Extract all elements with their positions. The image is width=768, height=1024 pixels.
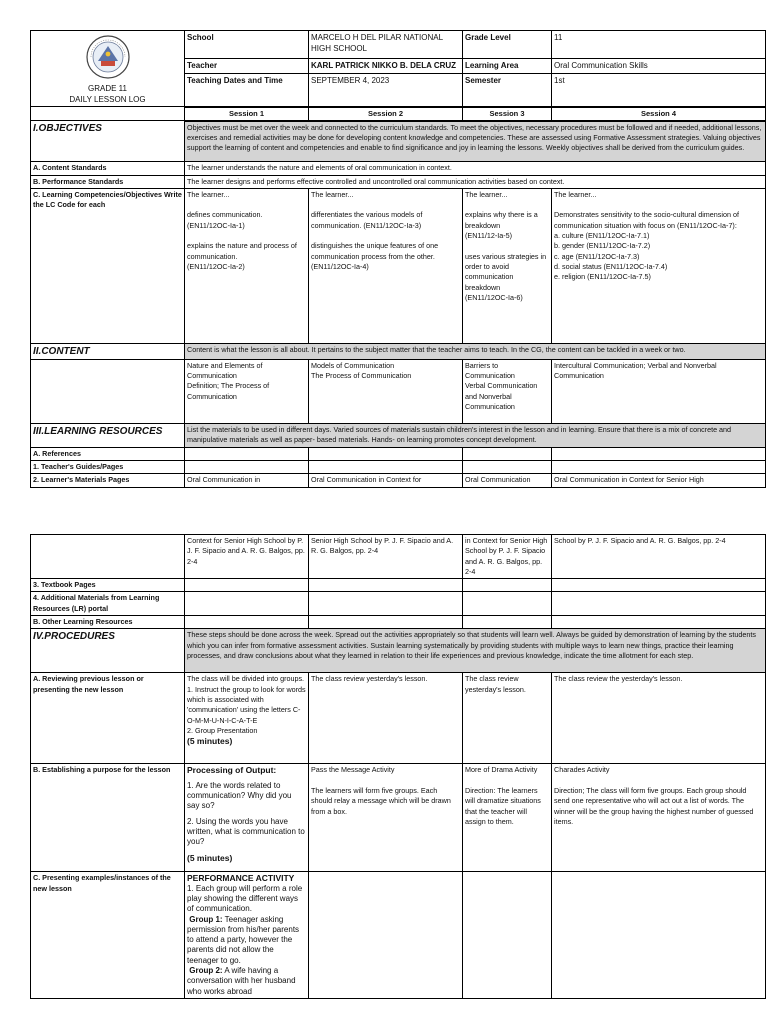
learners-materials-s4-part1: Oral Communication in Context for Senior High bbox=[552, 474, 766, 487]
learners-materials-s4-part2: School by P. J. F. Sipacio and A. R. G. Balgos, pp. 2-4 bbox=[552, 535, 766, 579]
procedure-a-session-4: The class review the yesterday's lesson. bbox=[552, 673, 766, 764]
learning-area-label: Learning Area bbox=[463, 58, 552, 73]
grade-level-label: Grade Level bbox=[463, 31, 552, 59]
procedure-a-label: A. Reviewing previous lesson or presenting the new lesson bbox=[31, 673, 185, 764]
learners-materials-s2-part1: Oral Communication in Context for bbox=[309, 474, 463, 487]
content-session-1: Nature and Elements of Communication Definition; The Process of Communication bbox=[187, 360, 270, 401]
procedure-b-session-1-q1: 1. Are the words related to communication? Why did you say so? bbox=[187, 780, 292, 811]
deped-logo-cell bbox=[31, 31, 185, 107]
session-1-header: Session 1 bbox=[185, 107, 309, 121]
grade-caption: GRADE 11 bbox=[88, 84, 127, 93]
competencies-session-2: The learner... differentiates the various models of communication. (EN11/12OC-Ia-3) distinguishes the unique features of one communication process from the other. (EN11/12OC-Ia-4) bbox=[311, 189, 439, 271]
teacher-label: Teacher bbox=[185, 58, 309, 73]
other-resources-label: B. Other Learning Resources bbox=[31, 616, 185, 629]
content-standards-label: A. Content Standards bbox=[31, 162, 185, 175]
learners-materials-s2-part2: Senior High School by P. J. F. Sipacio and A. R. G. Balgos, pp. 2-4 bbox=[309, 535, 463, 579]
competencies-session-1: The learner... defines communication. (EN11/12OC-Ia-1) explains the nature and process of communication. (EN11/12OC-Ia-2) bbox=[187, 189, 297, 271]
performance-standards-text: The learner designs and performs effective controlled and uncontrolled oral communication activities based on context. bbox=[185, 175, 766, 188]
group-2-text: A wife having a conversation with her husband who works abroad bbox=[187, 966, 296, 996]
competencies-session-4: The learner... Demonstrates sensitivity to the socio-cultural dimension of communication situation with focus on (EN11/12OC-Ia-7): a. culture (EN11/12OC-Ia-7.1) b. gender (EN11/12OC-Ia-7.2) c. age (EN11/12OC-Ia-7.3) d. social status (EN11/12OC-Ia-7.4) e. religion (EN11/12OC-Ia-7.5) bbox=[554, 189, 739, 282]
lm-continued-blank bbox=[31, 535, 185, 579]
procedure-b-session-1-q2: 2. Using the words you have written, what is communication to you? bbox=[187, 816, 305, 847]
session-2-header: Session 2 bbox=[309, 107, 463, 121]
procedure-b-label: B. Establishing a purpose for the lesson bbox=[31, 764, 185, 872]
school-label: School bbox=[185, 31, 309, 59]
daily-lesson-log-caption: DAILY LESSON LOG bbox=[69, 95, 146, 104]
procedure-b-session-1-time: (5 minutes) bbox=[187, 853, 233, 864]
lesson-log-page-1 bbox=[30, 30, 765, 488]
content-session-2: Models of Communication The Process of Communication bbox=[311, 360, 412, 381]
procedure-a-session-1: The class will be divided into groups. 1. Instruct the group to look for words which is associated with 'communication' using the letters C-O-M-M-U-N-I-C-A-T-E 2. Group Presentation bbox=[187, 674, 306, 735]
learners-materials-label: 2. Learner's Materials Pages bbox=[31, 474, 185, 487]
procedure-a-session-3: The class review yesterday's lesson. bbox=[463, 673, 552, 764]
semester-label: Semester bbox=[463, 73, 552, 106]
teaching-dates-value: SEPTEMBER 4, 2023 bbox=[309, 73, 463, 106]
learners-materials-s1-part1: Oral Communication in bbox=[185, 474, 309, 487]
content-session-3: Barriers to Communication Verbal Communication and Nonverbal Communication bbox=[465, 360, 538, 412]
group-1-text: Teenager asking permission from his/her parents to attend a party, however the parents did not allow the teenager to go. bbox=[187, 914, 300, 965]
procedures-note: These steps should be done across the week. Spread out the activities appropriately so that students will learn well. Always be guided by demonstration of learning by the students which you can infer from formative assessment activities. Sustain learning systematically by providing students with multiple ways to learn new things, practice their learning processes, and draw conclusions about what they learned in relation to their life experiences and previous knowledge, indicate the time allotment for each step. bbox=[185, 629, 766, 673]
group-1-label: Group 1: bbox=[189, 914, 223, 924]
procedure-c-session-1-title: PERFORMANCE ACTIVITY bbox=[187, 873, 295, 884]
additional-materials-label: 4. Additional Materials from Learning Resources (LR) portal bbox=[31, 592, 185, 616]
procedure-b-session-1-title: Processing of Output: bbox=[187, 765, 277, 776]
objectives-note: Objectives must be met over the week and connected to the curriculum standards. To meet the objectives, necessary procedures must be followed and if needed, additional lessons, exercises and remedial activities may be done for developing content knowledge and competencies. These are assessed using Formative Assessment strategies. Valuing objectives support the learning of content and competencies and enable to find significance and joy in learning the lessons. Weekly objectives shall be derived from the curriculum guides. bbox=[185, 121, 766, 162]
learning-area-value: Oral Communication Skills bbox=[552, 58, 766, 73]
session-3-header: Session 3 bbox=[463, 107, 552, 121]
procedure-c-label: C. Presenting examples/instances of the new lesson bbox=[31, 872, 185, 999]
procedure-c-session-2 bbox=[309, 872, 463, 999]
resources-note: List the materials to be used in different days. Varied sources of materials sustain children's interest in the lesson and in learning. Ensure that there is a mix of concrete and manipulative materials as well as paper- based materials. Hands- on learning promotes concept development. bbox=[185, 423, 766, 447]
procedure-c-session-3 bbox=[463, 872, 552, 999]
content-standards-text: The learner understands the nature and elements of oral communication in context. bbox=[185, 162, 766, 175]
teaching-dates-label: Teaching Dates and Time bbox=[185, 73, 309, 106]
procedure-a-session-2: The class review yesterday's lesson. bbox=[309, 673, 463, 764]
session-header-blank bbox=[31, 107, 185, 121]
learners-materials-s3-part2: in Context for Senior High School by P. J. F. Sipacio and A. R. G. Balgos, pp. 2-4 bbox=[463, 535, 552, 579]
competencies-session-3: The learner... explains why there is a breakdown (EN11/12-Ia-5) uses various strategies in order to avoid communication breakdown (EN11/12OC-Ia-6) bbox=[465, 189, 547, 302]
competencies-label: C. Learning Competencies/Objectives Write the LC Code for each bbox=[31, 188, 185, 343]
content-session-4: Intercultural Communication; Verbal and Nonverbal Communication bbox=[554, 360, 717, 381]
procedure-a-session-1-time: (5 minutes) bbox=[187, 736, 233, 747]
procedure-b-session-2: Pass the Message Activity The learners will form five groups. Each should relay a message which will be drawn from a box. bbox=[311, 765, 451, 816]
procedure-b-session-4: Charades Activity Direction; The class will form five groups. Each group should send one representative who will act out a list of words. The winner will be the group having the highest number of guessed items. bbox=[554, 765, 754, 826]
content-note: Content is what the lesson is all about. It pertains to the subject matter that the teacher aims to teach. In the CG, the content can be tackled in a week or two. bbox=[185, 343, 766, 359]
procedure-c-session-4 bbox=[552, 872, 766, 999]
content-section-title: II.CONTENT bbox=[31, 343, 185, 359]
lesson-log-page-2 bbox=[30, 534, 765, 999]
procedures-section-title: IV.PROCEDURES bbox=[31, 629, 185, 673]
learners-materials-s3-part1: Oral Communication bbox=[463, 474, 552, 487]
teachers-guide-label: 1. Teacher's Guides/Pages bbox=[31, 461, 185, 474]
textbook-pages-label: 3. Textbook Pages bbox=[31, 579, 185, 592]
session-4-header: Session 4 bbox=[552, 107, 766, 121]
procedure-b-session-3: More of Drama Activity Direction: The learners will dramatize situations that the teacher will assign to them. bbox=[465, 765, 541, 826]
grade-level-value: 11 bbox=[552, 31, 766, 59]
resources-section-title: III.LEARNING RESOURCES bbox=[31, 423, 185, 447]
performance-standards-label: B. Performance Standards bbox=[31, 175, 185, 188]
semester-value: 1st bbox=[552, 73, 766, 106]
content-row-blank bbox=[31, 359, 185, 423]
teacher-value: KARL PATRICK NIKKO B. DELA CRUZ bbox=[309, 58, 463, 73]
learners-materials-s1-part2: Context for Senior High School by P. J. F. Sipacio and A. R. G. Balgos, pp. 2-4 bbox=[185, 535, 309, 579]
references-label: A. References bbox=[31, 447, 185, 460]
group-2-label: Group 2: bbox=[189, 966, 223, 976]
deped-seal-icon bbox=[85, 34, 131, 80]
objectives-section-title: I.OBJECTIVES bbox=[31, 121, 185, 162]
procedure-c-session-1-intro: 1. Each group will perform a role play showing the different ways of communication. bbox=[187, 883, 303, 914]
school-value: MARCELO H DEL PILAR NATIONAL HIGH SCHOOL bbox=[309, 31, 463, 59]
